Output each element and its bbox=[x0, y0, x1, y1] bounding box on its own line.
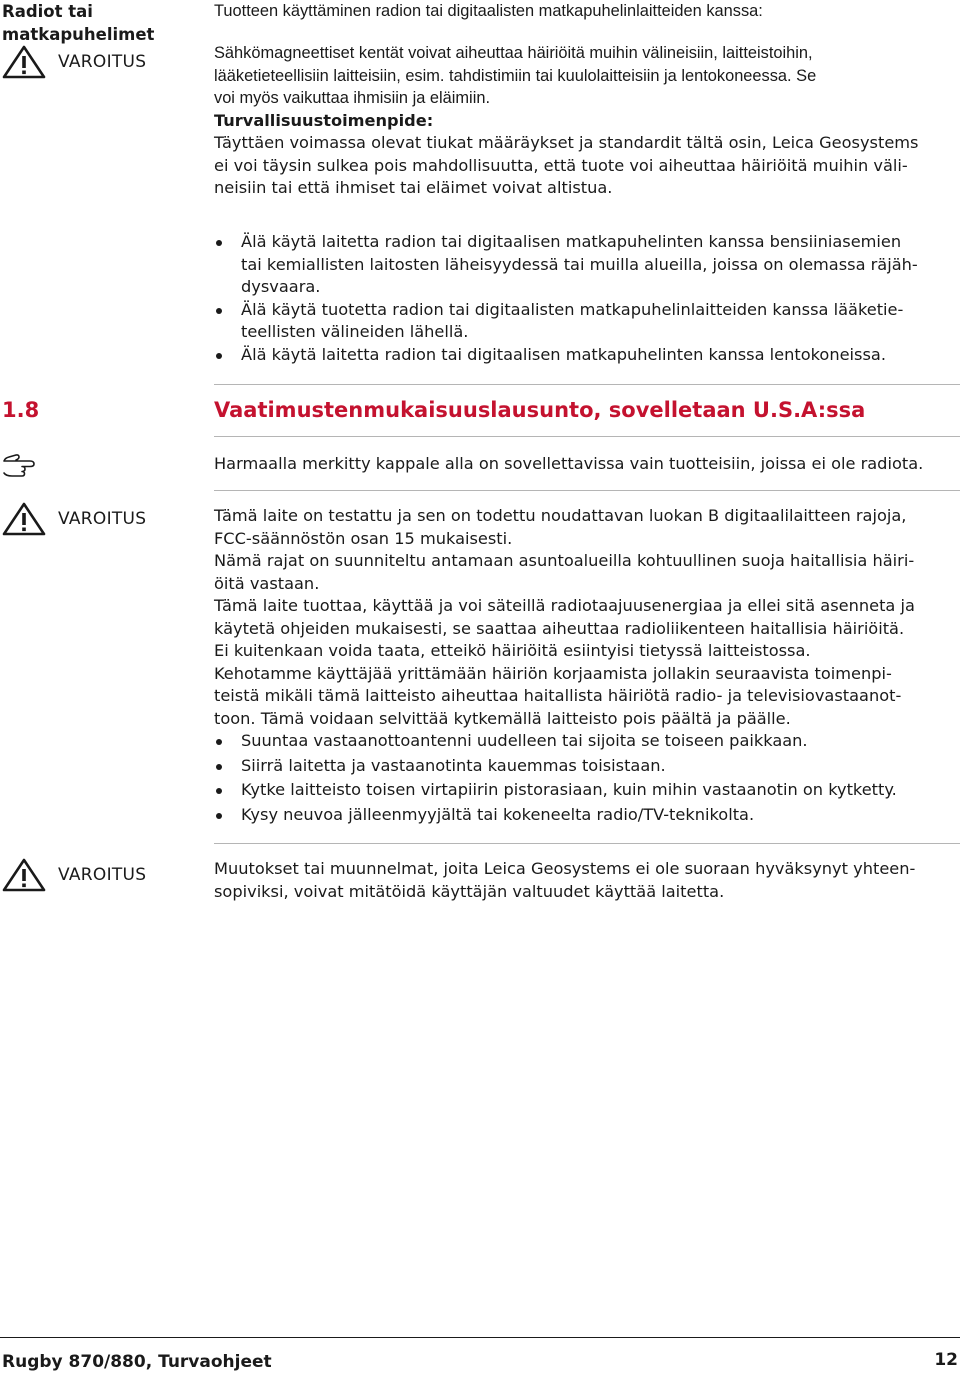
modifications-text bbox=[214, 858, 956, 903]
text-line: Kehotamme käyttäjää yrittämään häiriön korjaamista jollakin seuraavista toimenpi- bbox=[214, 663, 892, 683]
text-line: Ei kuitenkaan voida taata, etteikö häiriöitä esiintyisi tietyssä laitteistossa. bbox=[214, 641, 811, 660]
bullet-icon bbox=[216, 353, 222, 359]
warning-block-modifications bbox=[2, 858, 202, 898]
bullet-icon bbox=[216, 739, 222, 745]
text-line: lääketieteellisiin laitteisiin, esim. tahdistimiin tai kuulolaitteisiin ja lentokoneessa. Se bbox=[214, 66, 817, 85]
section-number: 1.8 bbox=[2, 398, 40, 422]
radio-bullet-list bbox=[214, 231, 956, 366]
text-line: Täyttäen voimassa olevat tiukat määräykset ja standardit tältä osin, Leica Geosystems bbox=[214, 133, 919, 152]
text-line: sopiviksi, voivat mitätöidä käyttäjän valtuudet käyttää laitetta. bbox=[214, 881, 725, 901]
sidebar-heading bbox=[2, 0, 202, 46]
bullet-icon bbox=[216, 240, 222, 246]
radio-warning-text bbox=[214, 42, 956, 200]
list-item bbox=[214, 779, 956, 802]
warning-block-fcc bbox=[2, 502, 202, 542]
divider bbox=[214, 436, 960, 437]
list-item bbox=[214, 299, 956, 344]
warning-label: VAROITUS bbox=[58, 509, 147, 529]
warning-triangle-icon bbox=[2, 502, 46, 536]
list-item bbox=[214, 804, 956, 827]
text-line: öitä vastaan. bbox=[214, 573, 320, 593]
fcc-text bbox=[214, 505, 956, 730]
list-item bbox=[214, 344, 956, 367]
text-line: Tämä laite on testattu ja sen on todettu noudattavan luokan B digitaalilaitteen rajoja, bbox=[214, 506, 907, 525]
divider bbox=[214, 384, 960, 385]
text-line: Muutokset tai muunnelmat, joita Leica Geosystems ei ole suoraan hyväksynyt yhteen- bbox=[214, 859, 916, 878]
bullet-icon bbox=[216, 788, 222, 794]
divider bbox=[214, 490, 960, 491]
text-line: Sähkömagneettiset kentät voivat aiheuttaa häiriöitä muihin välineisiin, laitteistoihin, bbox=[214, 44, 813, 62]
list-item bbox=[214, 755, 956, 778]
text-line: tai kemiallisten laitosten läheisyydessä tai muilla alueilla, joissa on olemassa räjäh- bbox=[241, 254, 918, 274]
text-line: teellisten välineiden lähellä. bbox=[241, 322, 469, 341]
measure-heading: Turvallisuustoimenpide: bbox=[214, 110, 434, 130]
page-number: 12 bbox=[934, 1350, 958, 1370]
text-line: Siirrä laitetta ja vastaanotinta kauemmas toisistaan. bbox=[241, 755, 666, 775]
warning-label: VAROITUS bbox=[58, 52, 147, 72]
footer-document-title: Rugby 870/880, Turvaohjeet bbox=[2, 1352, 272, 1372]
radio-intro: Tuotteen käyttäminen radion tai digitaalisten matkapuhelinlaitteiden kanssa: bbox=[214, 2, 763, 20]
warning-triangle-icon bbox=[2, 45, 46, 79]
note-text: Harmaalla merkitty kappale alla on sovellettavissa vain tuotteisiin, joissa ei ole radiota. bbox=[214, 454, 924, 473]
text-line: Älä käytä laitetta radion tai digitaalisen matkapuhelinten kanssa lentokoneissa. bbox=[241, 344, 886, 364]
text-line: Kysy neuvoa jälleenmyyjältä tai kokeneelta radio/TV-teknikolta. bbox=[241, 804, 755, 824]
warning-label: VAROITUS bbox=[58, 865, 147, 885]
text-line: Älä käytä tuotetta radion tai digitaalisten matkapuhelinlaitteiden kanssa lääketie- bbox=[241, 299, 904, 319]
text-line: voi myös vaikuttaa ihmisiin ja eläimiin. bbox=[214, 89, 491, 107]
list-item bbox=[214, 231, 956, 299]
text-line: Kytke laitteisto toisen virtapiirin pistorasiaan, kuin mihin vastaanotin on kytketty. bbox=[241, 780, 897, 799]
text-line: Nämä rajat on suunniteltu antamaan asuntoalueilla kohtuullinen suoja haitallisia häiri- bbox=[214, 551, 915, 570]
text-line: toon. Tämä voidaan selvittää kytkemällä laitteisto pois päältä ja päälle. bbox=[214, 708, 791, 728]
warning-block-radio bbox=[2, 45, 202, 85]
bullet-icon bbox=[216, 813, 222, 819]
text-line: Suuntaa vastaanottoantenni uudelleen tai sijoita se toiseen paikkaan. bbox=[241, 731, 808, 750]
text-line: ei voi täysin sulkea pois mahdollisuutta, että tuote voi aiheuttaa häiriöitä muihin väli- bbox=[214, 155, 908, 175]
text-line: FCC-säännöstön osan 15 mukaisesti. bbox=[214, 528, 513, 548]
pointing-hand-icon bbox=[2, 452, 46, 478]
divider bbox=[214, 843, 960, 844]
bullet-icon bbox=[216, 764, 222, 770]
bullet-icon bbox=[216, 308, 222, 314]
sidebar-heading-text: Radiot tai matkapuhelimet bbox=[2, 2, 155, 44]
section-title: Vaatimustenmukaisuuslausunto, sovelletaan U.S.A:ssa bbox=[214, 398, 866, 422]
text-line: käytetä ohjeiden mukaisesti, se saattaa aiheuttaa radioliikenteen haitallisia häiriöitä. bbox=[214, 618, 905, 638]
warning-triangle-icon bbox=[2, 858, 46, 892]
text-line: Tämä laite tuottaa, käyttää ja voi säteillä radiotaajuusenergiaa ja ellei sitä asenneta ja bbox=[214, 596, 915, 615]
footer-divider bbox=[0, 1337, 960, 1338]
text-line: teistä mikäli tämä laitteisto aiheuttaa haitallista häiriötä radio- ja televisiovastaanot- bbox=[214, 686, 902, 705]
text-line: neisiin tai että ihmiset tai eläimet voivat altistua. bbox=[214, 178, 613, 197]
text-line: Älä käytä laitetta radion tai digitaalisen matkapuhelinten kanssa bensiiniasemien bbox=[241, 232, 902, 251]
text-line: dysvaara. bbox=[241, 277, 321, 296]
list-item bbox=[214, 730, 956, 753]
fcc-bullet-list bbox=[214, 730, 956, 826]
